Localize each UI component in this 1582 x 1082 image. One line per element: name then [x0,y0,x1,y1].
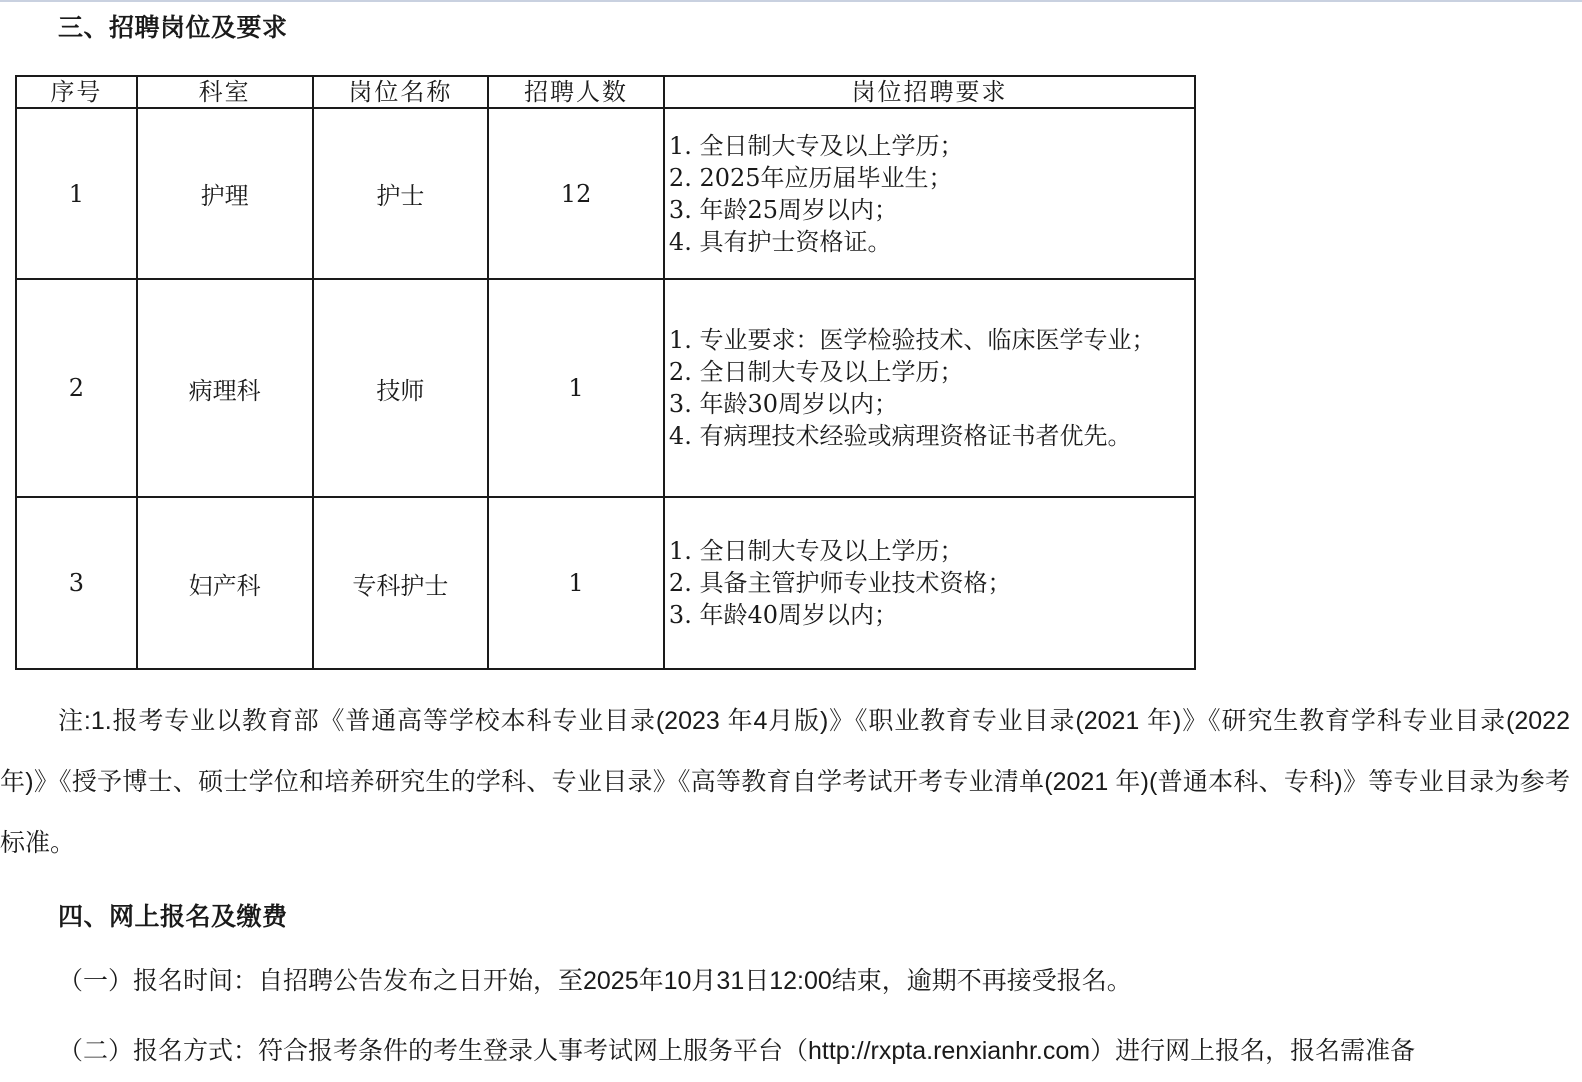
header-requirements: 岗位招聘要求 [664,76,1195,108]
table-row [16,108,1195,279]
requirement-line: 1. 全日制大专及以上学历； [668,131,964,160]
table-row [16,497,1195,669]
section-4-heading: 四、网上报名及缴费 [58,903,288,931]
cell-count: 1 [488,279,664,497]
requirement-line: 4. 具有护士资格证。 [668,227,892,256]
top-divider [0,0,1582,2]
registration-method-paragraph: （二）报名方式：符合报考条件的考生登录人事考试网上服务平台（http://rxpta.renxianhr.com）进行网上报名，报名需准备 [58,1037,1416,1065]
requirement-line: 3. 年龄40周岁以内； [668,601,898,629]
requirement-line: 2. 全日制大专及以上学历； [668,358,964,386]
section-3-heading: 三、招聘岗位及要求 [58,14,288,42]
cell-requirements [664,497,1195,669]
cell-dept: 护理 [137,108,313,279]
requirement-line: 3. 年龄25周岁以内； [668,195,898,224]
cell-seq: 2 [16,279,137,497]
cell-requirements [664,108,1195,279]
requirement-line: 2. 2025年应历届毕业生； [668,163,953,192]
requirement-line: 1. 全日制大专及以上学历； [668,537,964,565]
header-dept: 科室 [137,76,313,108]
cell-position: 专科护士 [313,497,489,669]
table-row [16,279,1195,497]
requirement-line: 4. 有病理技术经验或病理资格证书者优先。 [668,422,1132,450]
cell-dept: 妇产科 [137,497,313,669]
cell-requirements [664,279,1195,497]
requirement-line: 3. 年龄30周岁以内； [668,390,898,418]
header-position: 岗位名称 [313,76,489,108]
cell-position: 护士 [313,108,489,279]
cell-seq: 3 [16,497,137,669]
requirement-line: 2. 具备主管护师专业技术资格； [668,569,1012,597]
note-paragraph: 注:1.报考专业以教育部《普通高等学校本科专业目录(2023 年4月版)》《职业教育专业目录(2021 年)》《研究生教育学科专业目录(2022 年)》《授予博士、硕士学位和培养研究生的学科、专业目录》《高等教育自学考试开考专业清单(2021 年)(普通本科、专科)》等专业目录为参考标准。 [0,707,1570,857]
recruitment-table [15,75,1196,670]
cell-count: 12 [488,108,664,279]
cell-seq: 1 [16,108,137,279]
requirement-line: 1. 专业要求：医学检验技术、临床医学专业； [668,326,1156,354]
cell-dept: 病理科 [137,279,313,497]
cell-count: 1 [488,497,664,669]
registration-time-paragraph: （一）报名时间：自招聘公告发布之日开始，至2025年10月31日12:00结束，逾期不再接受报名。 [58,967,1132,995]
cell-position: 技师 [313,279,489,497]
header-seq: 序号 [16,76,137,108]
header-count: 招聘人数 [488,76,664,108]
table-header-row [16,76,1195,108]
